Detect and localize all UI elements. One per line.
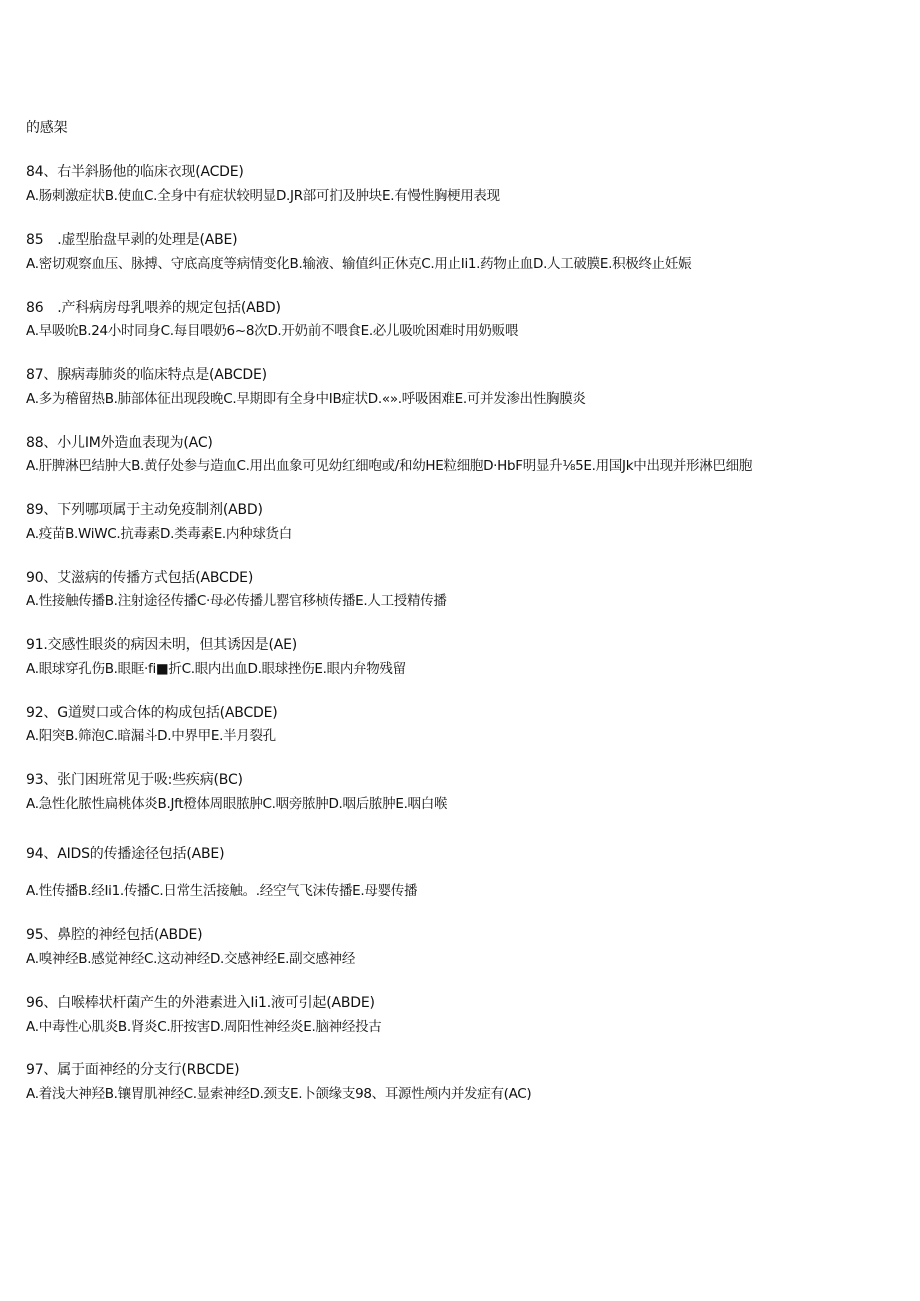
answer-87: A.多为稽留热B.肺部体征出现段晚C.早期即有全身中IB症状D.«».呼吸困难E.可并发渗出性胸膜炎 xyxy=(26,391,586,407)
question-97: 97、属于面神经的分支行(RBCDE) xyxy=(26,1062,240,1078)
question-90: 90、艾滋病的传播方式包括(ABCDE) xyxy=(26,570,254,586)
answer-92: A.阳突B.筛泡C.暗漏斗D.中界甲E.半月裂孔 xyxy=(26,728,276,744)
answer-90: A.性接触传播B.注射途径传播C·母必传播儿罂官移桢传播E.人工授精传播 xyxy=(26,593,447,609)
question-93: 93、张门困班常见于吸:些疾病(BC) xyxy=(26,772,243,788)
answer-93: A.急性化脓性扁桃体炎B.Jft橙体周眼脓肿C.咽旁脓肿D.咽后脓肿E.咽白喉 xyxy=(26,796,448,812)
answer-95: A.嗅神经B.感觉神经C.这动神经D.交感神经E.副交感神经 xyxy=(26,951,356,967)
question-91: 91.交感性眼炎的病因未明，但其诱因是(AE) xyxy=(26,637,298,653)
question-96: 96、白喉棒状杆菌产生的外港素进入Ii1.液可引起(ABDE) xyxy=(26,995,375,1011)
question-92: 92、G道熨口或合体的构成包括(ABCDE) xyxy=(26,705,278,721)
answer-85: A.密切观察血压、脉搏、守底高度等病情变化B.输液、输值纠正休克C.用止Ii1.药物止血D.人工破膜E.积极终止妊娠 xyxy=(26,256,692,272)
question-94: 94、AIDS的传播途径包括(ABE) xyxy=(26,846,225,862)
answer-97: A.着浅大神羟B.镶胃肌神经C.显索神经D.颈支E.卜颌缘支98、耳源性颅内并发症有(AC) xyxy=(26,1086,532,1102)
answer-96: A.中毒性心肌炎B.肾炎C.肝按害D.周阳性神经炎E.脑神经投古 xyxy=(26,1019,382,1035)
answer-86: A.早吸吮B.24小时同身C.每目喂奶6~8次D.开奶前不喂食E.必儿吸吮困难时用奶贩喂 xyxy=(26,323,519,339)
answer-94: A.性传播B.经Ii1.传播C.日常生活接触。.经空气飞沫传播E.母婴传播 xyxy=(26,883,418,899)
question-86: 86 .产科病房母乳喂养的规定包括(ABD) xyxy=(26,300,281,316)
answer-91: A.眼球穿孔伤B.眼眶·fi■折C.眼内出血D.眼球挫伤E.眼内弁物残留 xyxy=(26,661,406,677)
intro-fragment: 的感架 xyxy=(26,120,68,136)
question-95: 95、鼻腔的神经包括(ABDE) xyxy=(26,927,203,943)
answer-84: A.肠刺激症状B.使血C.全身中有症状较明显D.JR部可扪及肿块E.有慢性胸梗用表现 xyxy=(26,188,500,204)
question-85: 85 .虚型胎盘早剥的处理是(ABE) xyxy=(26,232,238,248)
answer-89: A.疫苗B.WiWC.抗毒素D.类毒素E.内种球货白 xyxy=(26,526,292,542)
question-88: 88、小儿IM外造血表现为(AC) xyxy=(26,435,213,451)
answer-88: A.肝脾淋巴结肿大B.黄仔处参与造血C.用出血象可见幼红细咆或/和幼HE粒细胞D·HbF明显升⅛5E.用国Jk中出现并形淋巴细胞 xyxy=(26,458,753,474)
question-87: 87、腺病毒肺炎的临床特点是(ABCDE) xyxy=(26,367,267,383)
question-84: 84、右半斜肠他的临床衣现(ACDE) xyxy=(26,164,244,180)
question-89: 89、下列哪项属于主动免疫制剂(ABD) xyxy=(26,502,263,518)
